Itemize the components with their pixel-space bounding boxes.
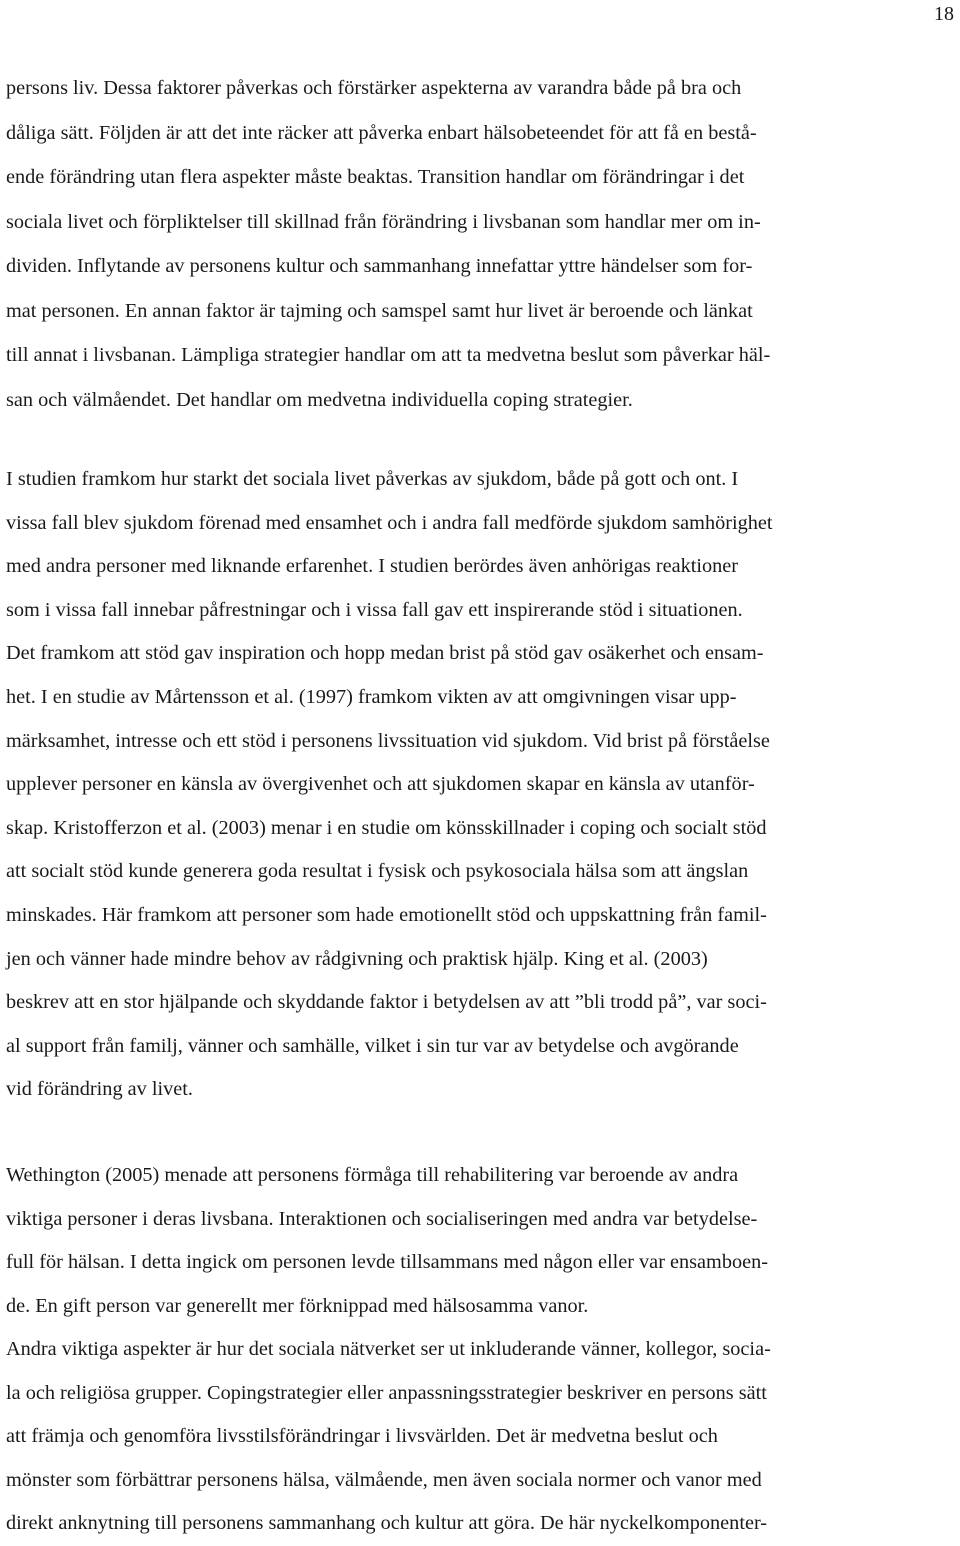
paragraph — [6, 1154, 956, 1328]
text-line: de. En gift person var generellt mer förknippad med hälsosamma vanor. — [6, 1294, 589, 1317]
text-line: I studien framkom hur starkt det sociala livet påverkas av sjukdom, både på gott och ont. I — [6, 468, 739, 490]
text-line: sociala livet och förpliktelser till skillnad från förändring i livsbanan som handlar mer om in- — [6, 210, 761, 233]
text-line: direkt anknytning till personens sammanhang och kultur att göra. De här nyckelkomponenter- — [6, 1512, 768, 1535]
paragraph — [6, 458, 956, 1112]
text-line: med andra personer med liknande erfarenhet. I studien berördes även anhörigas reaktioner — [6, 555, 739, 578]
text-line: san och välmåendet. Det handlar om medvetna individuella coping strategier. — [6, 388, 633, 411]
text-line: märksamhet, intresse och ett stöd i personens livssituation vid sjukdom. Vid brist på förståelse — [6, 729, 770, 752]
text-line: Det framkom att stöd gav inspiration och hopp medan brist på stöd gav osäkerhet och ensam- — [6, 642, 764, 665]
text-line: vissa fall blev sjukdom förenad med ensamhet och i andra fall medförde sjukdom samhörighet — [6, 511, 773, 534]
text-line: vid förändring av livet. — [6, 1078, 193, 1101]
text-line: som i vissa fall innebar påfrestningar och i vissa fall gav ett inspirerande stöd i situationen. — [6, 598, 743, 621]
text-line: dåliga sätt. Följden är att det inte räcker att påverka enbart hälsobeteendet för att få en bestå- — [6, 121, 757, 144]
text-line: mat personen. En annan faktor är tajming och samspel samt hur livet är beroende och länkat — [6, 299, 753, 322]
text-line: beskrev att en stor hjälpande och skyddande faktor i betydelsen av att ”bli trodd på”, var soci- — [6, 991, 767, 1014]
text-line: ende förändring utan flera aspekter måste beaktas. Transition handlar om förändringar i det — [6, 166, 745, 188]
text-line: het. I en studie av Mårtensson et al. (1997) framkom vikten av att omgivningen visar upp- — [6, 685, 737, 708]
text-line: upplever personer en känsla av övergivenhet och att sjukdomen skapar en känsla av utanför- — [6, 773, 755, 796]
text-line: viktiga personer i deras livsbana. Interaktionen och socialiseringen med andra var betydelse- — [6, 1207, 758, 1230]
page-number: 18 — [934, 3, 954, 25]
text-line: mönster som förbättrar personens hälsa, välmående, men även sociala normer och vanor med — [6, 1468, 762, 1491]
text-line: persons liv. Dessa faktorer påverkas och förstärker aspekterna av varandra både på bra och — [6, 77, 742, 99]
text-line: la och religiösa grupper. Copingstrategier eller anpassningsstrategier beskriver en persons sätt — [6, 1381, 767, 1404]
text-line: till annat i livsbanan. Lämpliga strategier handlar om att ta medvetna beslut som påverkar häl- — [6, 344, 771, 366]
text-line: jen och vänner hade mindre behov av rådgivning och praktisk hjälp. King et al. (2003) — [6, 947, 708, 970]
text-line: skap. Kristofferzon et al. (2003) menar i en studie om könsskillnader i coping och socialt stöd — [6, 816, 767, 839]
text-line: Andra viktiga aspekter är hur det sociala nätverket ser ut inkluderande vänner, kollegor, socia- — [6, 1338, 771, 1360]
text-line: Wethington (2005) menade att personens förmåga till rehabilitering var beroende av andra — [6, 1164, 739, 1186]
text-line: minskades. Här framkom att personer som hade emotionellt stöd och uppskattning från famil- — [6, 903, 767, 926]
text-line: att främja och genomföra livsstilsförändringar i livsvärlden. Det är medvetna beslut och — [6, 1425, 718, 1448]
text-line: full för hälsan. I detta ingick om personen levde tillsammans med någon eller var ensamboen- — [6, 1251, 769, 1274]
text-line: att socialt stöd kunde generera goda resultat i fysisk och psykosociala hälsa som att ängslan — [6, 860, 749, 883]
text-line: dividen. Inflytande av personens kultur och sammanhang innefattar yttre händelser som for- — [6, 255, 753, 277]
text-line: al support från familj, vänner och samhälle, vilket i sin tur var av betydelse och avgörande — [6, 1034, 739, 1057]
paragraph — [6, 1328, 956, 1546]
paragraph — [6, 66, 956, 422]
